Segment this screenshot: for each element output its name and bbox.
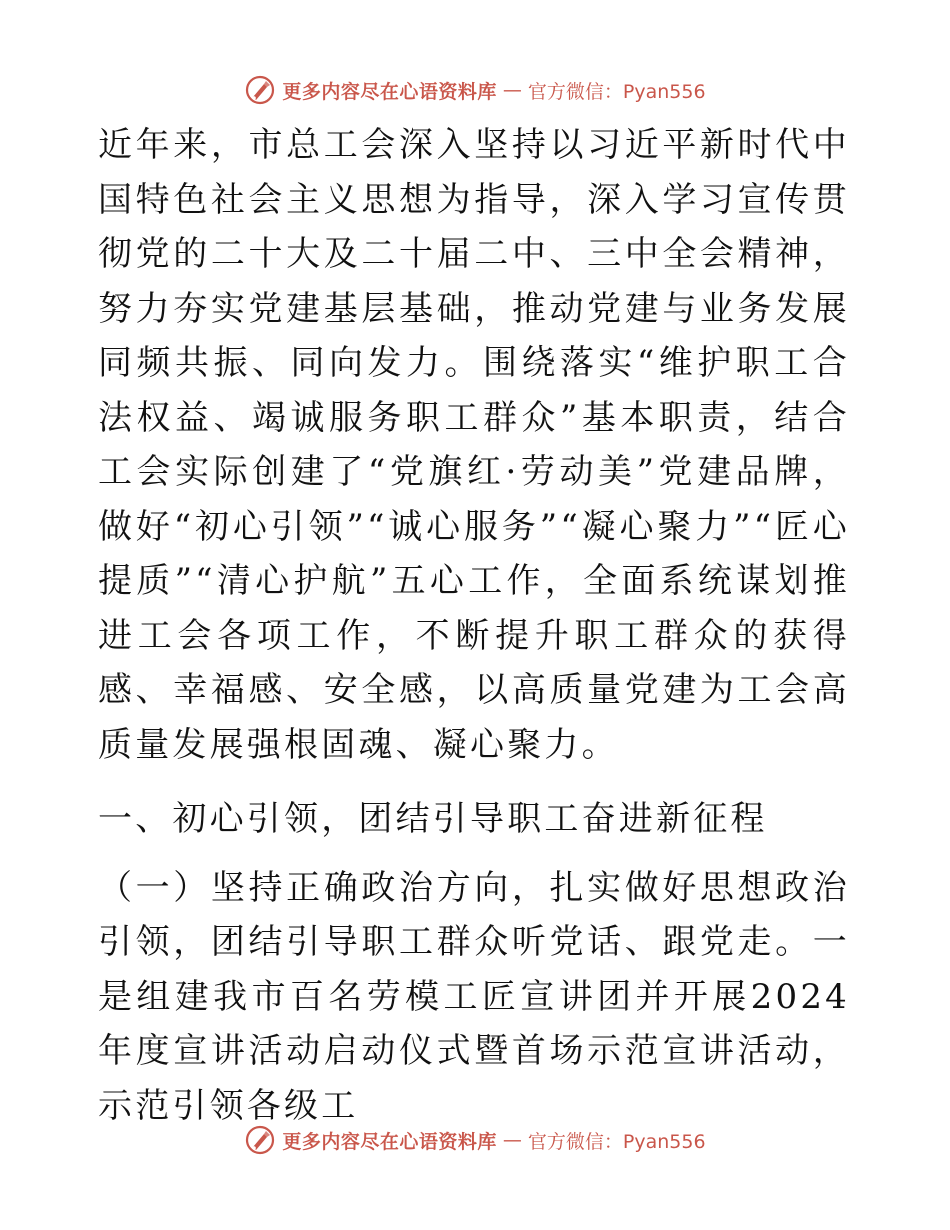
watermark-wechat: 官方微信：Pyan556 [527, 1130, 706, 1153]
section-heading: 一、初心引领，团结引导职工奋进新征程 [98, 799, 768, 839]
watermark-dash: — [502, 1129, 522, 1151]
intro-paragraph: 近年来，市总工会深入坚持以习近平新时代中国特色社会主义思想为指导，深入学习宣传贯彻党的二十大及二十届二中、三中全会精神，努力夯实党建基层基础，推动党建与业务发展同频共振、同向发力。围绕落实“维护职工合法权益、竭诚服务职工群众”基本职责，结合工会实际创建了“党旗红·劳动美”党建品牌，做好“初心引领”“诚心服务”“凝心聚力”“匠心提质”“清心护航”五心工作，全面系统谋划推进工会各项工作，不断提升职工群众的获得感、幸福感、安全感，以高质量党建为工会高质量发展强根固魂、凝心聚力。 [98, 125, 850, 765]
watermark-dash: — [502, 79, 522, 101]
pen-logo-icon [244, 74, 276, 106]
pen-logo-icon [244, 1124, 276, 1156]
watermark-text: 更多内容尽在心语资料库 [282, 1130, 497, 1153]
watermark-footer [0, 1122, 950, 1158]
watermark-text: 更多内容尽在心语资料库 [282, 80, 497, 103]
watermark-wechat: 官方微信：Pyan556 [527, 80, 706, 103]
document-body [98, 118, 850, 1133]
subsection-paragraph: （一）坚持正确政治方向，扎实做好思想政治引领，团结引导职工群众听党话、跟党走。一是组建我市百名劳模工匠宣讲团并开展2024年度宣讲活动启动仪式暨首场示范宣讲活动，示范引领各级工 [98, 867, 850, 1126]
watermark-header [0, 72, 950, 108]
